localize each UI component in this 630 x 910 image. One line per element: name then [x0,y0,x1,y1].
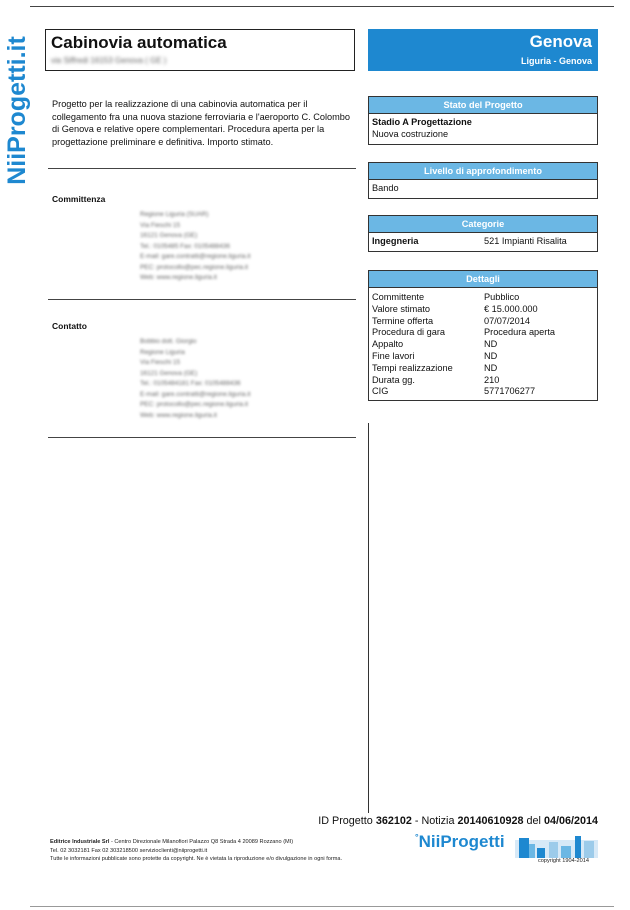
dettagli-key: Fine lavori [372,350,415,361]
dettagli-key: Tempi realizzazione [372,362,453,373]
copyright-text: copyright 1904-2014 [538,858,590,864]
dettagli-value: ND [484,339,498,350]
right-column-rule [368,423,369,813]
dettagli-key: Procedura di gara [372,327,446,338]
dettagli-value: Pubblico [484,292,520,302]
dettagli-key: Durata gg. [372,374,415,385]
categorie-key: Ingegneria [372,236,419,246]
dettagli-key: Appalto [372,339,404,350]
livello-header: Livello di approfondimento [369,163,597,180]
del-word: del [526,815,541,827]
divider-1 [48,168,356,169]
dettagli-header: Dettagli [369,271,597,288]
notizia-date: 04/06/2014 [543,815,598,827]
categorie-header: Categorie [369,216,597,233]
dettagli-row [372,304,594,316]
footer-contacts: Tel. 02 3032181 Fax 02 303218500 servizioclienti@niiprogetti.it [50,847,208,854]
project-id: 362102 [375,815,412,827]
skyline-icon [515,832,598,858]
dettagli-key: Valore stimato [372,303,431,314]
footer [50,838,410,864]
project-address: via Siffredi 16153 Genova ( GE ) [51,56,167,65]
dettagli-row [372,292,594,304]
footer-company: Editrice Industriale Srl [50,839,110,845]
dettagli-value: 5771706277 [484,386,536,397]
livello-value: Bando [372,183,399,193]
contatto-label: Contatto [52,321,87,331]
stato-stage: Stadio A Progettazione [372,117,472,127]
vertical-logo: NiiProgetti.it [2,35,31,185]
dettagli-row [372,351,594,363]
divider-2 [48,299,356,300]
dettagli-row [372,339,594,351]
city-region: Liguria - Genova [520,56,592,66]
notizia-id: 20140610928 [457,815,524,827]
dettagli-value: 07/07/2014 [484,315,530,326]
committenza-label: Committenza [52,194,106,204]
project-id-line [318,815,598,827]
dettagli-key: CIG [372,386,389,397]
title-box [45,29,355,71]
categorie-panel [368,215,598,252]
divider-3 [48,437,356,438]
dettagli-value: Procedura aperta [484,327,555,338]
page-title: Cabinovia automatica [51,33,227,52]
dettagli-row [372,316,594,328]
livello-panel [368,162,598,199]
dettagli-key: Termine offerta [372,315,434,326]
dettagli-value: € 15.000.000 [484,303,538,314]
footer-address: - Centro Direzionale Milanofiori Palazzo Q8 Strada 4 20089 Rozzano (MI) [110,839,294,845]
dettagli-row [372,363,594,375]
dettagli-row [372,386,594,398]
stato-panel [368,96,598,145]
city-name: Genova [529,32,592,51]
categorie-value: 521 Impianti Risalita [484,236,567,246]
dettagli-row [372,327,594,339]
dettagli-row [372,375,594,387]
project-description: Progetto per la realizzazione di una cabinovia automatica per il collegamento fra una nuova stazione ferroviaria e l'aeroporto C. Colombo di Genova e relative opere complementari. Procedura aperta per la progettazione preliminare e definitiva. Importo stimato. [52,99,350,148]
footer-notice: Tutte le informazioni pubblicate sono protette da copyright. Ne è vietata la riproduzione e/o divulgazione in ogni forma. [50,856,343,862]
dettagli-value: 210 [484,374,500,385]
dettagli-value: ND [484,362,498,373]
bottom-rule [30,906,614,907]
footer-logo: °NiiProgetti [415,832,505,851]
contatto-details: Bobbio dott. Giorgio Regione Liguria Via Fieschi 15 16121 Genova (GE) Tel.: 0105484181 Fax: 0105488436 E-mail: gare.contratti@regione.liguria.it PEC: protocollo@pec.regione.liguria.it Web: www.regione.liguria.it [140,338,251,419]
stato-header: Stato del Progetto [369,97,597,114]
dettagli-panel [368,270,598,401]
stato-type: Nuova costruzione [372,128,449,139]
top-rule [30,6,614,7]
city-box [368,29,598,71]
dettagli-value: ND [484,350,498,361]
id-prefix: ID Progetto [318,815,373,827]
committenza-details: Regione Liguria (SUAR) Via Fieschi 15 16121 Genova (GE) Tel.: 0105485 Fax: 0105488436 E-mail: gare.contratti@regione.liguria.it PEC: protocollo@pec.regione.liguria.it Web: www.regione.liguria.it [140,211,251,281]
dettagli-key: Committente [372,292,425,302]
notizia-prefix: - Notizia [414,815,455,827]
logo-swoosh-icon: ° [415,832,419,842]
